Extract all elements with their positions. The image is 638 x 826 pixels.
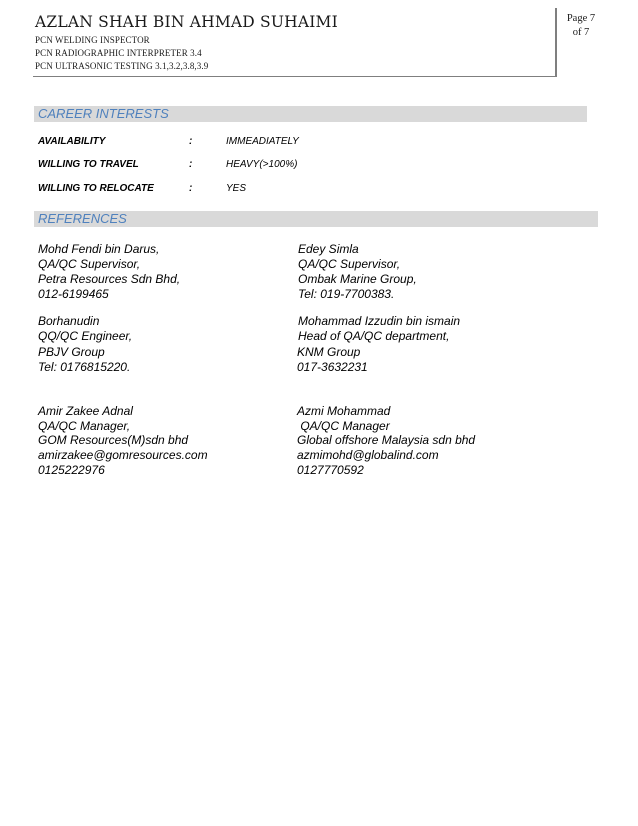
reference-left-3-email: amirzakee@gomresources.com bbox=[38, 448, 208, 462]
references-title: REFERENCES bbox=[38, 211, 127, 226]
career-row-separator: : bbox=[189, 183, 193, 194]
candidate-name: AZLAN SHAH BIN AHMAD SUHAIMI bbox=[35, 13, 338, 31]
reference-right-1-name: Edey Simla bbox=[298, 242, 359, 256]
references-bar bbox=[34, 211, 598, 227]
reference-right-1-company: Ombak Marine Group, bbox=[298, 272, 417, 286]
reference-left-1-phone: 012-6199465 bbox=[38, 287, 109, 301]
reference-left-3-phone: 0125222976 bbox=[38, 463, 105, 477]
reference-right-3-title: QA/QC Manager bbox=[297, 419, 390, 433]
qualification-line-1: PCN WELDING INSPECTOR bbox=[35, 35, 150, 45]
reference-right-2-name: Mohammad Izzudin bin ismain bbox=[298, 314, 461, 328]
qualification-line-3: PCN ULTRASONIC TESTING 3.1,3.2,3.8,3.9 bbox=[35, 61, 209, 71]
reference-right-3-company: Global offshore Malaysia sdn bhd bbox=[297, 433, 476, 447]
reference-right-2-company: KNM Group bbox=[297, 345, 361, 359]
reference-left-2-phone: Tel: 0176815220. bbox=[38, 360, 131, 374]
page-number: Page 7 bbox=[566, 13, 596, 24]
career-row-value: IMMEADIATELY bbox=[226, 136, 299, 147]
career-interests-bar bbox=[34, 106, 587, 122]
page-total: of 7 bbox=[572, 27, 590, 38]
reference-left-1-name: Mohd Fendi bin Darus, bbox=[38, 242, 160, 256]
header-vertical-rule bbox=[555, 8, 557, 76]
reference-left-2-title: QQ/QC Engineer, bbox=[38, 329, 133, 343]
reference-right-1-title: QA/QC Supervisor, bbox=[298, 257, 401, 271]
reference-right-2-phone: 017-3632231 bbox=[297, 360, 368, 374]
reference-left-2-company: PBJV Group bbox=[38, 345, 105, 359]
career-row-value: HEAVY(>100%) bbox=[226, 159, 298, 170]
career-row-label: AVAILABILITY bbox=[38, 136, 106, 147]
reference-right-2-title: Head of QA/QC department, bbox=[298, 329, 450, 343]
career-row-separator: : bbox=[189, 136, 193, 147]
header-horizontal-rule bbox=[33, 76, 557, 77]
career-row-label: WILLING TO RELOCATE bbox=[38, 183, 154, 194]
reference-right-3-name: Azmi Mohammad bbox=[297, 404, 391, 418]
reference-right-1-phone: Tel: 019-7700383. bbox=[298, 287, 395, 301]
reference-left-1-title: QA/QC Supervisor, bbox=[38, 257, 141, 271]
reference-left-1-company: Petra Resources Sdn Bhd, bbox=[38, 272, 181, 286]
reference-left-3-title: QA/QC Manager, bbox=[38, 419, 131, 433]
reference-left-3-company: GOM Resources(M)sdn bhd bbox=[38, 433, 189, 447]
reference-right-3-phone: 0127770592 bbox=[297, 463, 364, 477]
reference-left-3-name: Amir Zakee Adnal bbox=[38, 404, 133, 418]
reference-right-3-email: azmimohd@globalind.com bbox=[297, 448, 439, 462]
career-row-value: YES bbox=[226, 183, 247, 194]
qualification-line-2: PCN RADIOGRAPHIC INTERPRETER 3.4 bbox=[35, 48, 202, 58]
reference-left-2-name: Borhanudin bbox=[38, 314, 100, 328]
career-row-label: WILLING TO TRAVEL bbox=[38, 159, 139, 170]
career-interests-title: CAREER INTERESTS bbox=[38, 106, 169, 121]
career-row-separator: : bbox=[189, 159, 193, 170]
